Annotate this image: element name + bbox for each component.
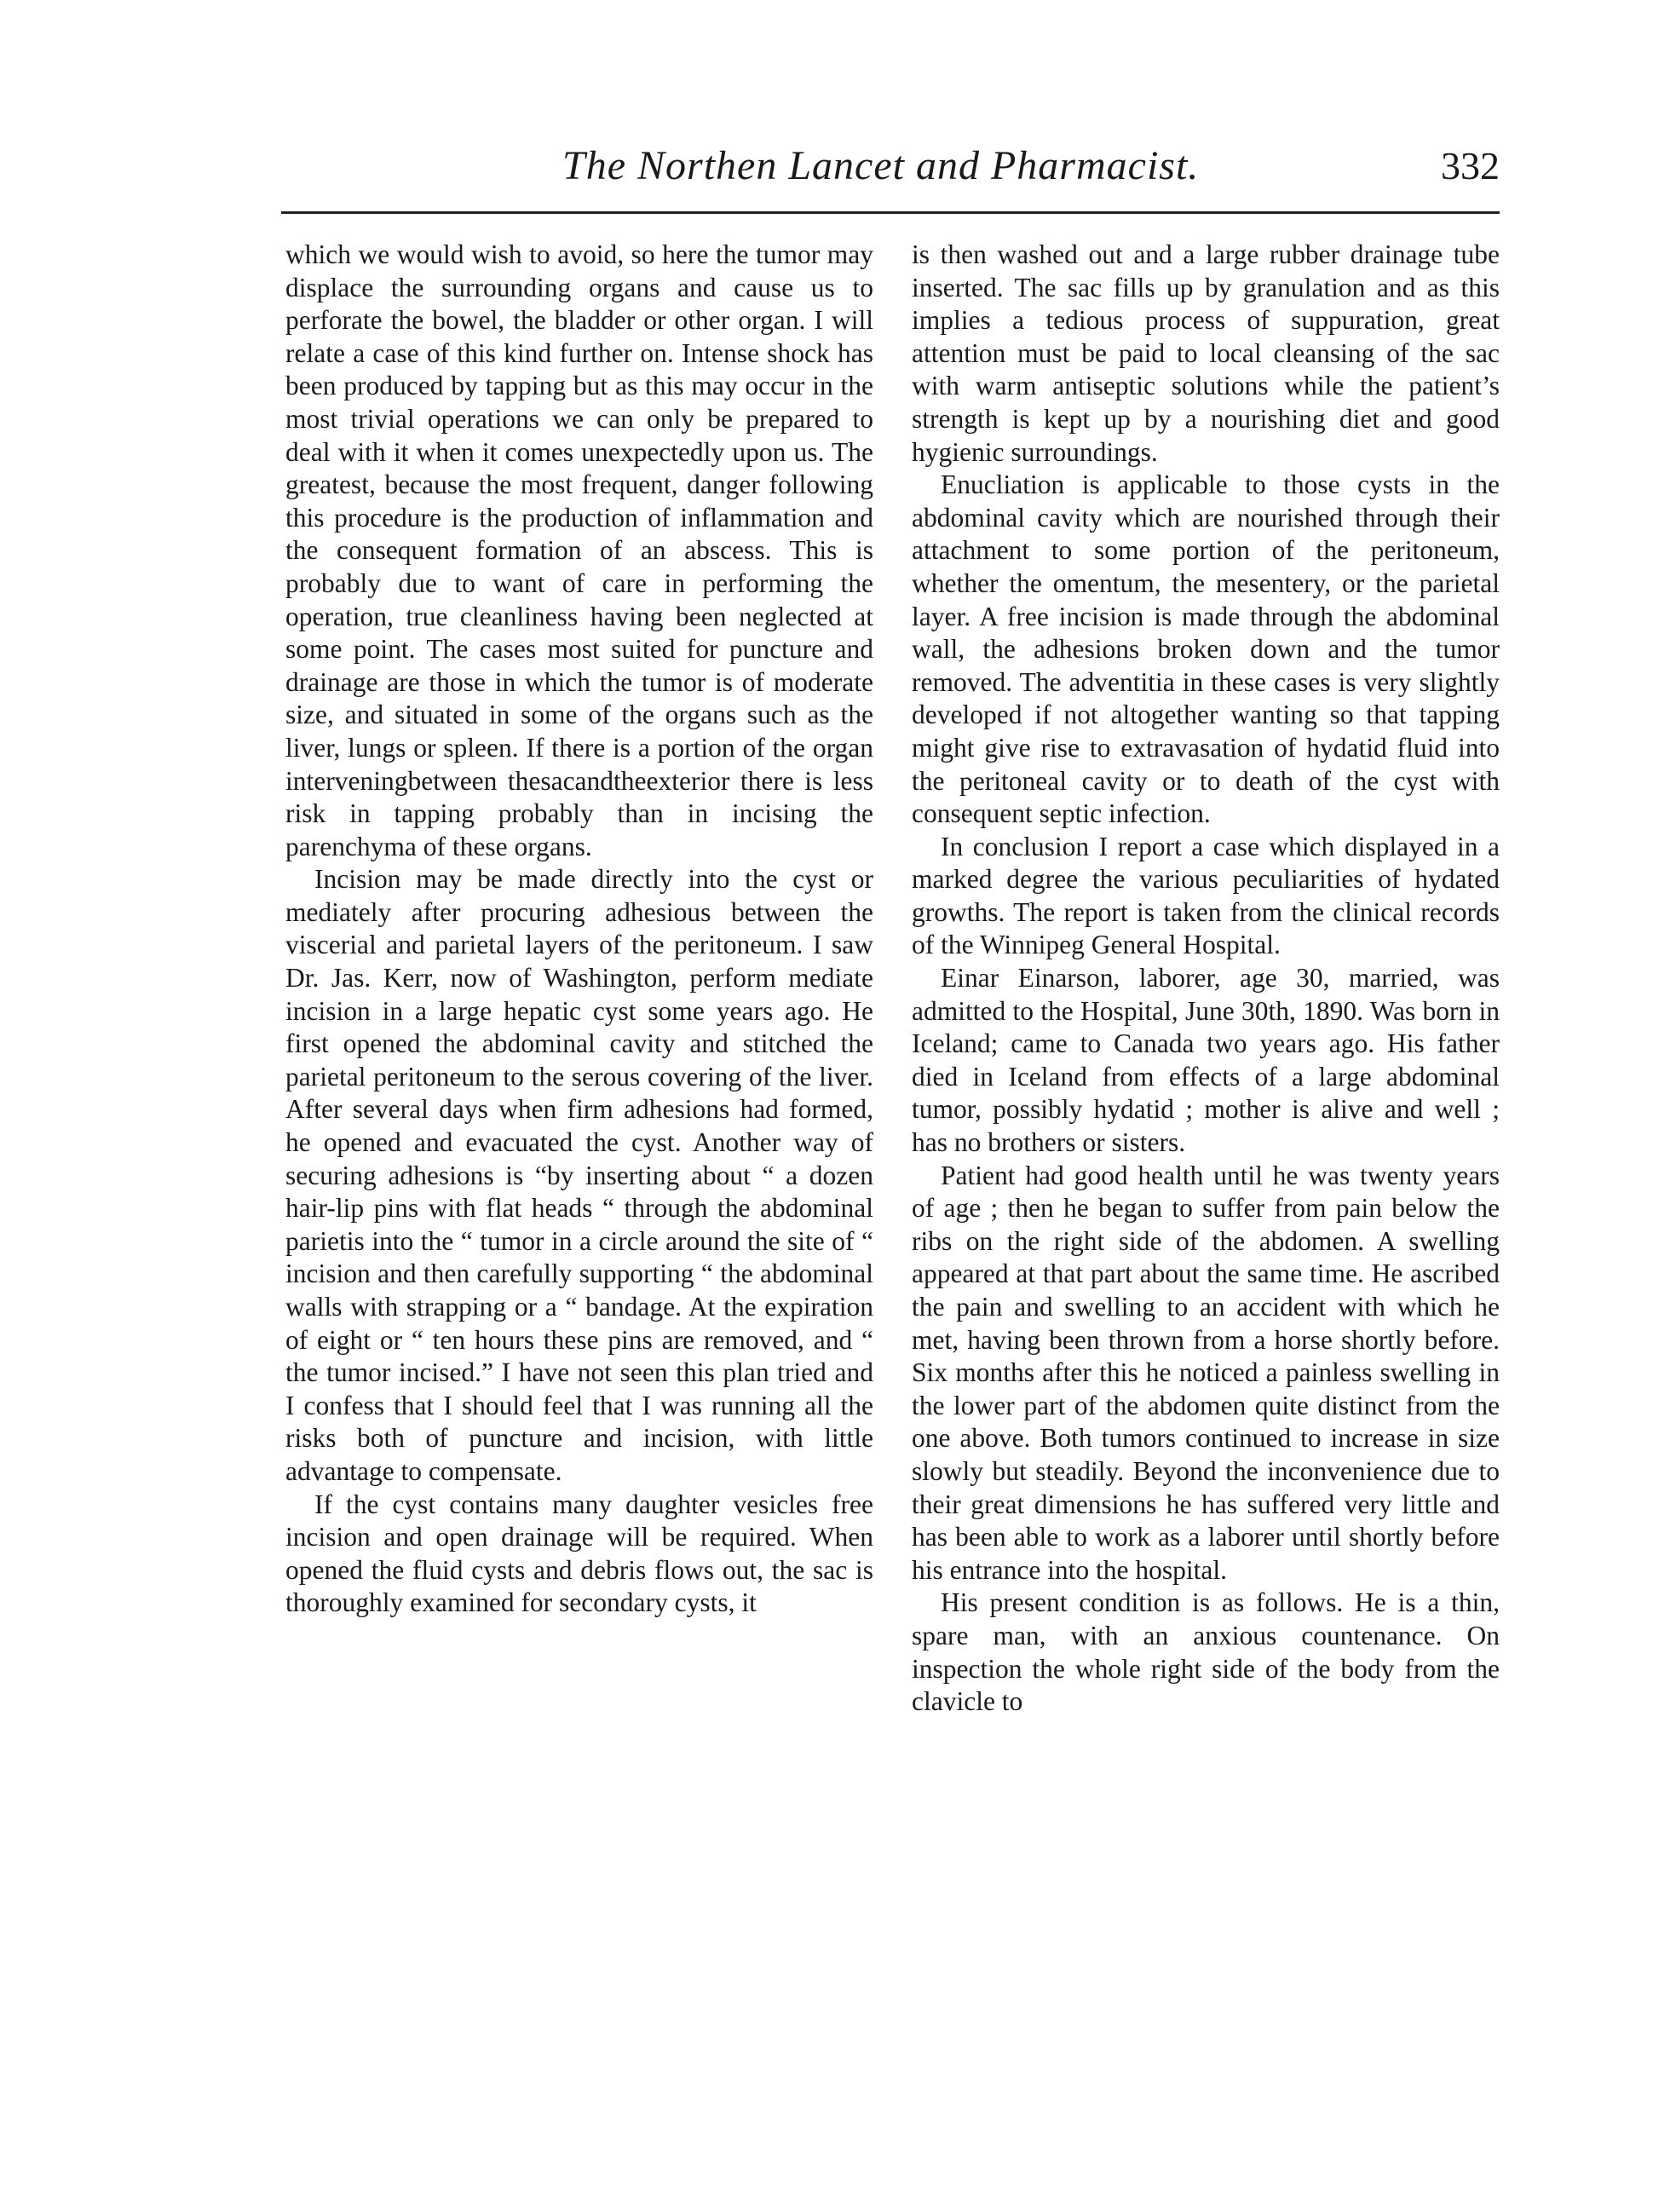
header-rule bbox=[281, 211, 1500, 214]
right-column bbox=[912, 239, 1500, 1719]
running-header bbox=[281, 136, 1500, 196]
paragraph: which we would wish to avoid, so here the tumor may displace the surrounding organs and cause us to perforate the bowel, the bladder or other organ. I will relate a case of this kind further on. Intense shock has been produced by tapping but as this may occur in the most trivial operations we can only be prepared to deal with it when it comes unexpectedly upon us. The greatest, because the most frequent, danger following this procedure is the production of inflammation and the consequent formation of an abscess. This is probably due to want of care in performing the operation, true cleanliness having been neglected at some point. The cases most suited for puncture and drainage are those in which the tumor is of moderate size, and situated in some of the organs such as the liver, lungs or spleen. If there is a portion of the organ interveningbetween thesacandtheexterior there is less risk in tapping probably than in incising the parenchyma of these organs. bbox=[285, 239, 873, 861]
paragraph: Incision may be made directly into the cyst or mediately after procuring adhesious between the viscerial and parietal layers of the peritoneum. I saw Dr. Jas. Kerr, now of Washington, perform mediate incision in a large hepatic cyst some years ago. He first opened the abdominal cavity and stitched the parietal peritoneum to the serous covering of the liver. After several days when firm adhesions had formed, he opened and evacuated the cyst. Another way of securing adhesions is “by inserting about “ a dozen hair-lip pins with flat heads “ through the abdominal parietis into the “ tumor in a circle around the site of “ incision and then carefully supporting “ the abdominal walls with strapping or a “ bandage. At the expiration of eight or “ ten hours these pins are removed, and “ the tumor incised.” I have not seen this plan tried and I confess that I should feel that I was running all the risks both of puncture and incision, with little advantage to compensate. bbox=[285, 864, 873, 1486]
paragraph: If the cyst contains many daughter vesicles free incision and open drainage will be required. When opened the fluid cysts and debris flows out, the sac is thoroughly examined for secondary cysts, it bbox=[285, 1489, 873, 1618]
left-column bbox=[285, 239, 873, 1620]
paragraph: Einar Einarson, laborer, age 30, married, was admitted to the Hospital, June 30th, 1890. Was born in Iceland; came to Canada two years ago. His father died in Iceland from effects of a large abdominal tumor, possibly hydatid ; mother is alive and well ; has no brothers or sisters. bbox=[912, 963, 1500, 1158]
paragraph: In conclusion I report a case which displayed in a marked degree the various peculiarities of hydated growths. The report is taken from the clinical records of the Winnipeg General Hospital. bbox=[912, 831, 1500, 960]
paragraph: Enucliation is applicable to those cysts in the abdominal cavity which are nourished through their attachment to some portion of the peritoneum, whether the omentum, the mesentery, or the parietal layer. A free incision is made through the abdominal wall, the adhesions broken down and the tumor removed. The adventitia in these cases is very slightly developed if not altogether wanting so that tapping might give rise to extravasation of hydatid fluid into the peritoneal cavity or to death of the cyst with consequent septic infection. bbox=[912, 469, 1500, 829]
journal-title: The Northen Lancet and Pharmacist. bbox=[562, 143, 1200, 188]
page-number: 332 bbox=[1441, 144, 1500, 187]
paragraph: Patient had good health until he was twenty years of age ; then he began to suffer from pain below the ribs on the right side of the abdomen. A swelling appeared at that part about the same time. He ascribed the pain and swelling to an accident with which he met, having been thrown from a horse shortly before. Six months after this he noticed a painless swelling in the lower part of the abdomen quite distinct from the one above. Both tumors continued to increase in size slowly but steadily. Beyond the inconvenience due to their great dimensions he has suffered very little and has been able to work as a laborer until shortly before his entrance into the hospital. bbox=[912, 1160, 1500, 1585]
paragraph: is then washed out and a large rubber drainage tube inserted. The sac fills up by granulation and as this implies a tedious process of suppuration, great attention must be paid to local cleansing of the sac with warm antiseptic solutions while the patient’s strength is kept up by a nourishing diet and good hygienic surroundings. bbox=[912, 239, 1500, 467]
paragraph: His present condition is as follows. He is a thin, spare man, with an anxious countenance. On inspection the whole right side of the body from the clavicle to bbox=[912, 1587, 1500, 1717]
